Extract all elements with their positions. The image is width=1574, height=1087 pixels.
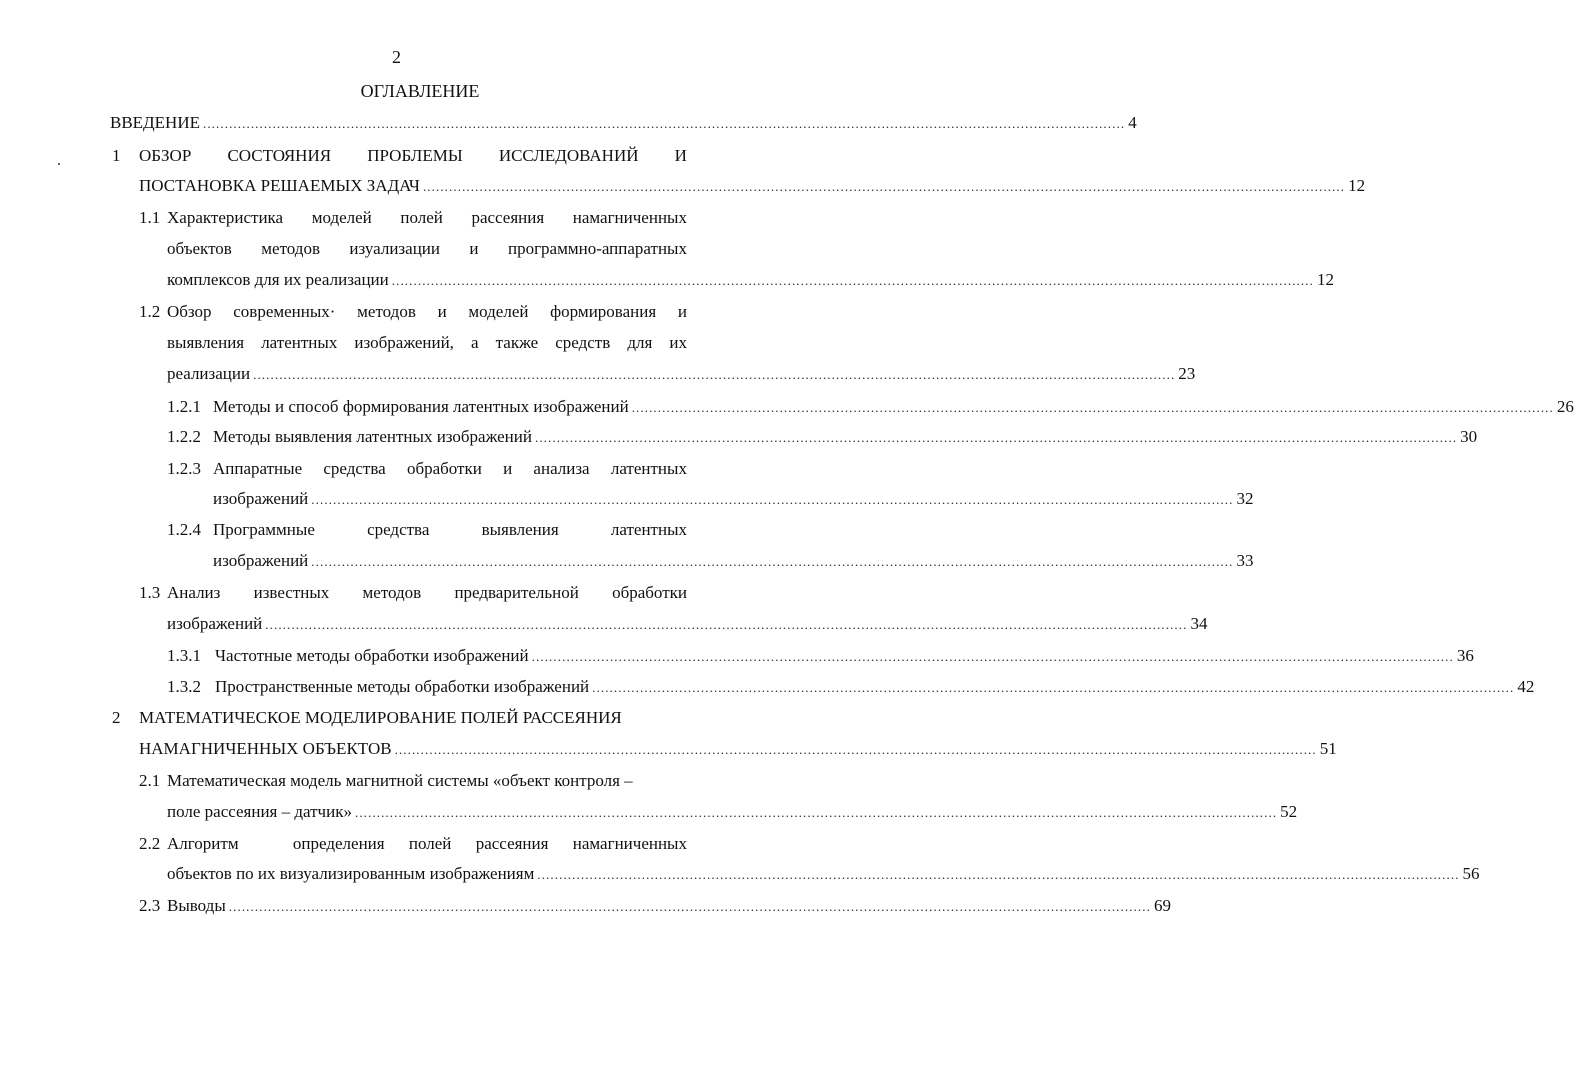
toc-entry-text: ПОСТАНОВКА РЕШАЕМЫХ ЗАДАЧ — [139, 176, 420, 195]
word: намагниченных — [572, 834, 687, 853]
word: латентных — [610, 459, 687, 478]
word: методов — [357, 302, 416, 321]
word: Программные — [213, 520, 315, 539]
leader-dots: .................................................................................................................................................................................................................... — [202, 116, 1126, 131]
word: Характеристика — [167, 208, 284, 227]
toc-entry-1-2-4-cont[interactable] — [213, 551, 1254, 576]
word: известных — [253, 583, 330, 602]
toc-entry-2-1-cont[interactable] — [167, 802, 1298, 827]
word: а — [471, 333, 479, 352]
toc-entry-text: объектов по их визуализированным изображениям — [167, 864, 535, 883]
word: определения — [292, 834, 385, 853]
toc-page-number: 33 — [1236, 551, 1254, 570]
toc-entry-1-2-2[interactable] — [213, 427, 1478, 452]
section-number: 1.3 — [139, 583, 161, 602]
toc-entry-1-3-1[interactable] — [215, 646, 1474, 671]
leader-dots: .................................................................................................................................................................................................................... — [394, 742, 1317, 757]
word: средства — [367, 520, 430, 539]
toc-entry-1-2[interactable] — [167, 303, 687, 327]
toc-entry-ch1[interactable] — [139, 147, 687, 171]
word: программно-аппаратных — [507, 239, 687, 258]
toc-page-number: 52 — [1280, 802, 1298, 821]
toc-entry-text: Методы и способ формирования латентных изображений — [213, 397, 629, 416]
word: ОБЗОР — [139, 146, 192, 165]
leader-dots: .................................................................................................................................................................................................................... — [311, 492, 1234, 507]
leader-dots: .................................................................................................................................................................................................................... — [592, 680, 1515, 695]
toc-entry-text: ВВЕДЕНИЕ — [110, 113, 200, 132]
subsection-number: 1.2.1 — [167, 397, 201, 416]
word: полей — [408, 834, 452, 853]
toc-page-number: 32 — [1236, 489, 1254, 508]
word: рассеяния — [475, 834, 549, 853]
word: рассеяния — [471, 208, 545, 227]
word: предварительной — [454, 583, 579, 602]
toc-entry-text: реализации — [167, 364, 251, 383]
leader-dots: .................................................................................................................................................................................................................... — [311, 554, 1234, 569]
word: объектов — [167, 239, 232, 258]
word: намагниченных — [572, 208, 687, 227]
leader-dots: .................................................................................................................................................................................................................... — [422, 179, 1346, 194]
word: также — [495, 333, 539, 352]
subsection-number: 1.2.2 — [167, 427, 201, 446]
toc-entry-1-1[interactable] — [167, 209, 687, 233]
word: выявления — [481, 520, 559, 539]
toc-entry-text: Пространственные методы обработки изображений — [215, 677, 590, 696]
word: и — [503, 459, 513, 478]
toc-page-number: 42 — [1517, 677, 1535, 696]
toc-entry-text: комплексов для их реализации — [167, 270, 389, 289]
toc-entry-text: МАТЕМАТИЧЕСКОЕ МОДЕЛИРОВАНИЕ ПОЛЕЙ РАССЕЯНИЯ — [139, 708, 622, 727]
toc-entry-2-3[interactable] — [167, 896, 1171, 921]
word: методов — [362, 583, 422, 602]
toc-entry-2-2[interactable] — [167, 835, 687, 859]
toc-entry-text: изображений — [213, 551, 309, 570]
toc-entry-text: поле рассеяния – датчик» — [167, 802, 352, 821]
word: и — [677, 302, 687, 321]
subsection-number: 1.3.2 — [167, 677, 201, 696]
section-number: 1.2 — [139, 302, 161, 321]
section-number: 1.1 — [139, 208, 161, 227]
word: анализа — [533, 459, 590, 478]
toc-entry-text: НАМАГНИЧЕННЫХ ОБЪЕКТОВ — [139, 739, 392, 758]
toc-page-number: 23 — [1178, 364, 1196, 383]
toc-page-number: 51 — [1319, 739, 1337, 758]
word: их — [669, 333, 687, 352]
leader-dots: .................................................................................................................................................................................................................... — [354, 805, 1278, 820]
leader-dots: .................................................................................................................................................................................................................... — [537, 867, 1460, 882]
toc-entry-text: изображений — [213, 489, 309, 508]
word: латентных — [261, 333, 338, 352]
word: Алгоритм — [167, 834, 239, 853]
toc-page-number: 34 — [1190, 614, 1208, 633]
toc-page-number: 69 — [1153, 896, 1171, 915]
word: для — [627, 333, 653, 352]
word: Аппаратные — [213, 459, 303, 478]
word: СОСТОЯНИЯ — [227, 146, 332, 165]
toc-page-number: 56 — [1462, 864, 1480, 883]
word: средства — [323, 459, 386, 478]
subsection-number: 1.3.1 — [167, 646, 201, 665]
word: и — [437, 302, 447, 321]
subsection-number: 1.2.3 — [167, 459, 201, 478]
toc-page-number: 12 — [1348, 176, 1366, 195]
subsection-number: 1.2.4 — [167, 520, 201, 539]
toc-entry-1-2-3[interactable] — [213, 460, 687, 484]
toc-entry-ch2[interactable] — [139, 709, 699, 733]
toc-page-number: 26 — [1556, 397, 1574, 416]
toc-entry-1-3[interactable] — [167, 584, 687, 608]
toc-entry-2-1[interactable] — [167, 772, 697, 796]
toc-entry-1-1-cont — [167, 240, 687, 264]
toc-entry-2-2-cont[interactable] — [167, 864, 1480, 889]
word: изуализации — [349, 239, 440, 258]
toc-entry-1-3-2[interactable] — [215, 677, 1535, 702]
leader-dots: .................................................................................................................................................................................................................... — [253, 367, 1176, 382]
toc-entry-ch2-cont[interactable] — [139, 739, 1337, 764]
section-number: 2.3 — [139, 896, 161, 915]
toc-page-number: 30 — [1460, 427, 1478, 446]
toc-entry-text: Математическая модель магнитной системы «объект контроля – — [167, 771, 633, 790]
section-number: 2.2 — [139, 834, 161, 853]
word: обработки — [612, 583, 687, 602]
word: средств — [555, 333, 611, 352]
word: изображений, — [354, 333, 454, 352]
toc-page-number: 36 — [1456, 646, 1474, 665]
toc-entry-1-2-cont — [167, 334, 687, 358]
leader-dots: .................................................................................................................................................................................................................... — [391, 273, 1314, 288]
chapter-number: 2 — [112, 708, 121, 727]
word: ИССЛЕДОВАНИЙ — [498, 146, 639, 165]
word: выявления — [167, 333, 245, 352]
toc-title: ОГЛАВЛЕНИЕ — [360, 81, 480, 101]
word: латентных — [610, 520, 687, 539]
toc-entry-1-2-1[interactable] — [213, 397, 1574, 422]
word: современных· — [233, 302, 336, 321]
toc-entry-intro[interactable] — [110, 113, 1137, 138]
toc-entry-1-2-end[interactable] — [167, 364, 1196, 389]
section-number: 2.1 — [139, 771, 161, 790]
toc-entry-text: изображений — [167, 614, 263, 633]
leader-dots: .................................................................................................................................................................................................................... — [228, 899, 1151, 914]
leader-dots: .................................................................................................................................................................................................................... — [531, 649, 1454, 664]
toc-entry-1-3-cont[interactable] — [167, 614, 1208, 639]
leader-dots: .................................................................................................................................................................................................................... — [265, 617, 1188, 632]
word: моделей — [311, 208, 372, 227]
leader-dots: .................................................................................................................................................................................................................... — [631, 400, 1554, 415]
toc-entry-text: Методы выявления латентных изображений — [213, 427, 532, 446]
chapter-number: 1 — [112, 146, 121, 165]
word: методов — [261, 239, 320, 258]
word: моделей — [468, 302, 529, 321]
word: ПРОБЛЕМЫ — [367, 146, 463, 165]
word: Анализ — [167, 583, 221, 602]
page-number: 2 — [392, 47, 401, 67]
word: Обзор — [167, 302, 212, 321]
toc-entry-text: Выводы — [167, 896, 226, 915]
toc-entry-1-1-end[interactable] — [167, 270, 1334, 295]
word: полей — [400, 208, 443, 227]
word: И — [674, 146, 687, 165]
toc-page-number: 12 — [1316, 270, 1334, 289]
word: и — [469, 239, 479, 258]
word: формирования — [550, 302, 657, 321]
leader-dots: .................................................................................................................................................................................................................... — [534, 430, 1458, 445]
word: обработки — [406, 459, 482, 478]
toc-page-number: 4 — [1128, 113, 1137, 132]
toc-entry-1-2-3-cont[interactable] — [213, 489, 1254, 514]
toc-entry-ch1-cont[interactable] — [139, 176, 1366, 201]
toc-entry-1-2-4[interactable] — [213, 521, 687, 545]
toc-entry-text: Частотные методы обработки изображений — [215, 646, 529, 665]
scan-speck — [58, 163, 60, 165]
